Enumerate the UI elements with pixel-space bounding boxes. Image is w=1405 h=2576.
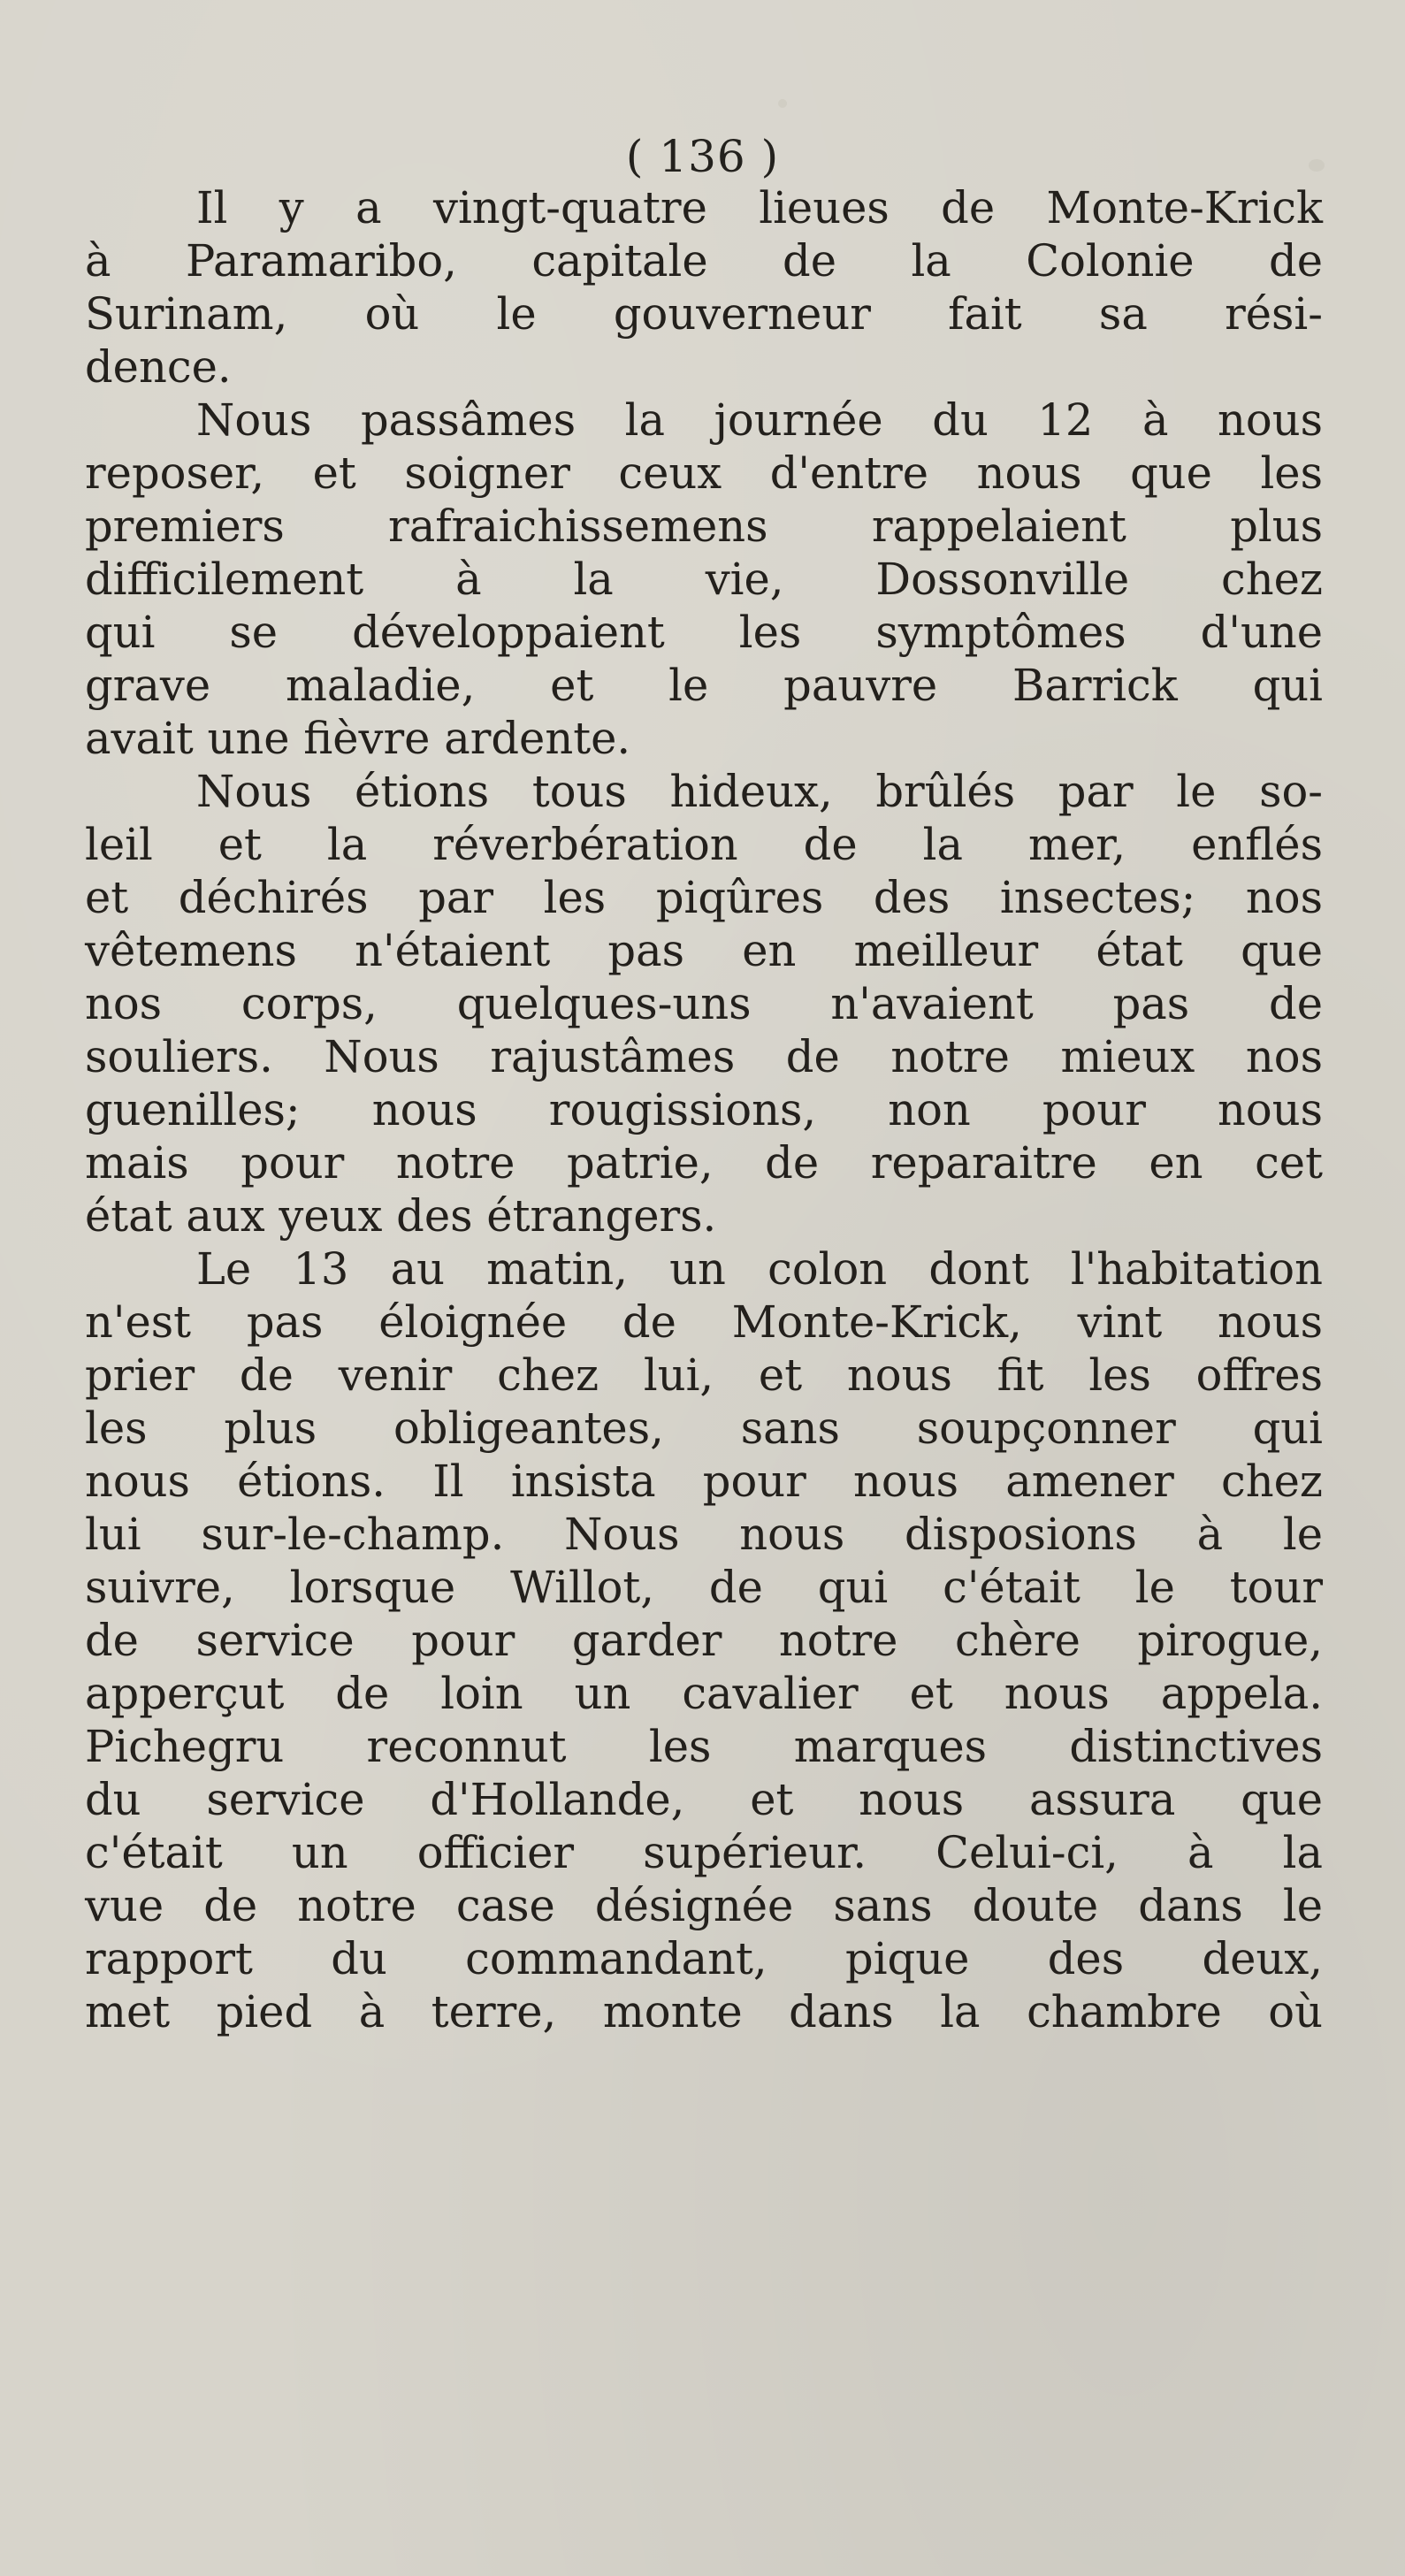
text-line: et déchirés par les piqûres des insectes; nos	[85, 872, 1323, 923]
text-line: souliers. Nous rajustâmes de notre mieux nos	[85, 1031, 1323, 1082]
text-line: dence.	[85, 341, 232, 393]
paper-stain	[778, 99, 787, 108]
paragraph-3	[85, 765, 1323, 1242]
text-line: Nous passâmes la journée du 12 à nous	[196, 394, 1323, 446]
text-line: vêtemens n'étaient pas en meilleur état que	[85, 925, 1323, 976]
body-text	[85, 181, 1323, 2038]
text-line: guenilles; nous rougissions, non pour nous	[85, 1084, 1323, 1135]
page-number: ( 136 )	[625, 131, 780, 182]
text-line: nous étions. Il insista pour nous amener chez	[85, 1456, 1323, 1507]
text-line: apperçut de loin un cavalier et nous appela.	[85, 1668, 1323, 1719]
text-line: qui se développaient les symptômes d'une	[85, 607, 1323, 658]
text-line: les plus obligeantes, sans soupçonner qui	[85, 1403, 1323, 1454]
text-line: du service d'Hollande, et nous assura que	[85, 1774, 1323, 1825]
text-line: Pichegru reconnut les marques distinctives	[85, 1721, 1323, 1772]
text-line: mais pour notre patrie, de reparaitre en cet	[85, 1137, 1323, 1189]
text-line: n'est pas éloignée de Monte-Krick, vint nous	[85, 1296, 1323, 1348]
text-line: nos corps, quelques-uns n'avaient pas de	[85, 978, 1323, 1029]
text-line: état aux yeux des étrangers.	[85, 1190, 717, 1242]
text-line: avait une fièvre ardente.	[85, 713, 631, 764]
text-line: lui sur-le-champ. Nous nous disposions à le	[85, 1509, 1323, 1560]
text-line: c'était un officier supérieur. Celui-ci, à la	[85, 1827, 1323, 1878]
text-line: leil et la réverbération de la mer, enflés	[85, 819, 1323, 870]
text-line: suivre, lorsque Willot, de qui c'était le tour	[85, 1562, 1323, 1613]
text-line: rapport du commandant, pique des deux,	[85, 1933, 1323, 1984]
text-line: reposer, et soigner ceux d'entre nous que les	[85, 447, 1323, 499]
text-line: prier de venir chez lui, et nous fit les offres	[85, 1349, 1323, 1401]
paragraph-1	[85, 181, 1323, 394]
text-line: met pied à terre, monte dans la chambre où	[85, 1986, 1323, 2037]
paragraph-2	[85, 394, 1323, 765]
text-line: Nous étions tous hideux, brûlés par le so-	[196, 766, 1323, 817]
text-line: de service pour garder notre chère pirogue,	[85, 1615, 1323, 1666]
text-line: premiers rafraichissemens rappelaient plus	[85, 501, 1323, 552]
text-line: Surinam, où le gouverneur fait sa rési-	[85, 288, 1323, 340]
paragraph-4	[85, 1242, 1323, 2038]
text-line: difficilement à la vie, Dossonville chez	[85, 554, 1323, 605]
text-line: vue de notre case désignée sans doute dans le	[85, 1880, 1323, 1931]
text-line: à Paramaribo, capitale de la Colonie de	[85, 235, 1323, 287]
text-line: grave maladie, et le pauvre Barrick qui	[85, 660, 1323, 711]
text-line: Il y a vingt-quatre lieues de Monte-Krick	[196, 182, 1323, 233]
text-line: Le 13 au matin, un colon dont l'habitation	[196, 1243, 1323, 1295]
